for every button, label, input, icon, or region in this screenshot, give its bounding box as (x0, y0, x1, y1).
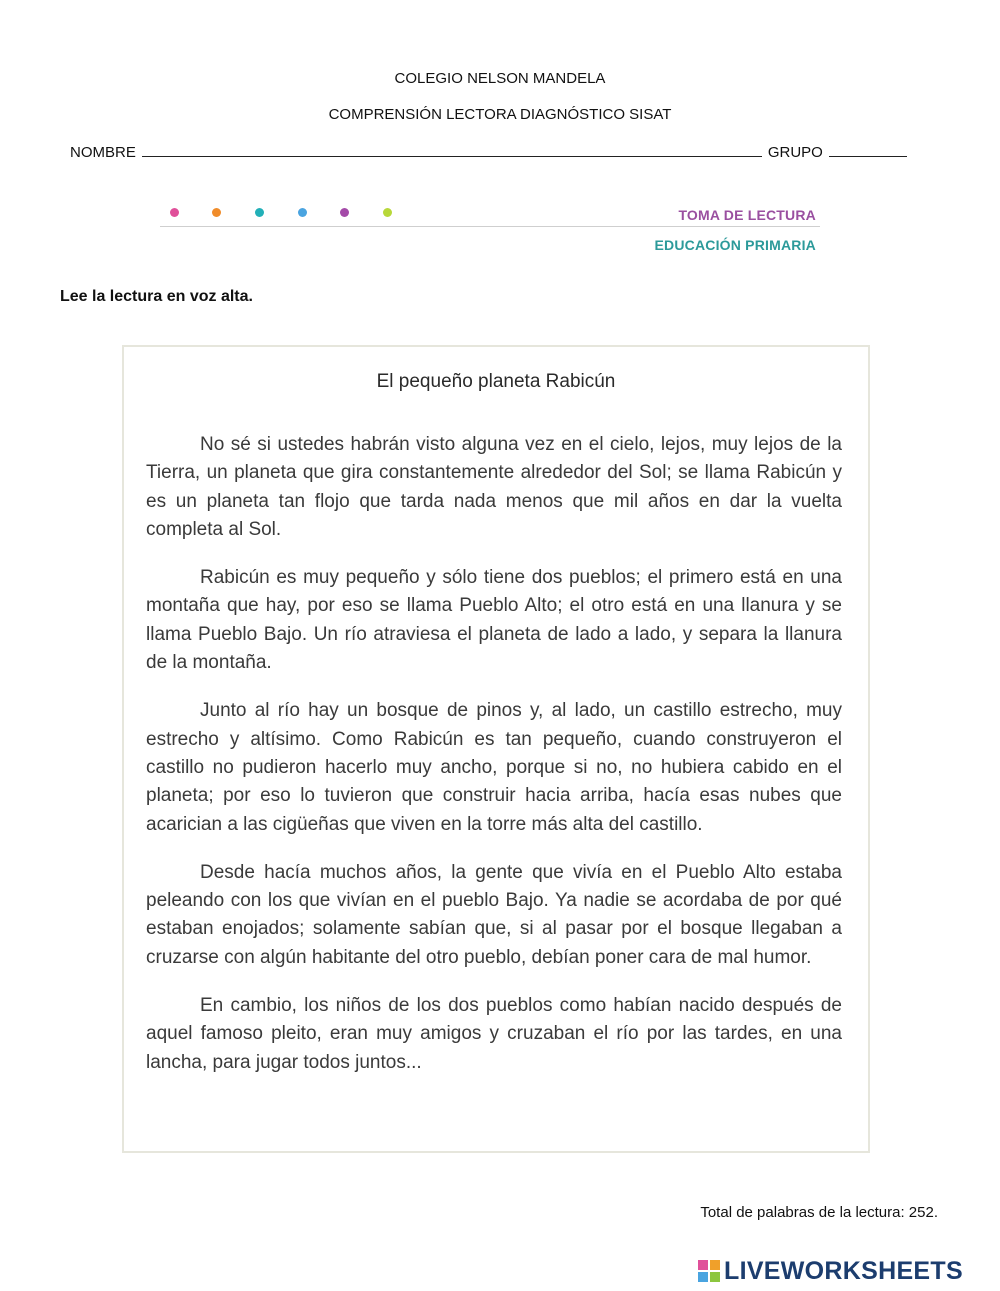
instruction-text: Lee la lectura en voz alta. (60, 288, 253, 305)
banner-divider (160, 226, 820, 227)
banner-label-bottom: EDUCACIÓN PRIMARIA (654, 237, 816, 253)
reading-banner (160, 202, 820, 262)
dot-icon (298, 208, 307, 217)
school-name: COLEGIO NELSON MANDELA (394, 70, 606, 87)
reading-body (146, 431, 842, 1097)
dot-icon (170, 208, 179, 217)
banner-label-top: TOMA DE LECTURA (678, 207, 816, 223)
dot-icon (212, 208, 221, 217)
reading-paragraph: Desde hacía muchos años, la gente que vivía en el Pueblo Alto estaba peleando con los que vivían en el pueblo Bajo. Ya nadie se acordaba de por qué estaban enojados; solamente sabían que, si al pasar por el bosque llegaban a cruzarse con algún habitante del otro pueblo, debían poner cara de mal humor. (146, 861, 842, 968)
reading-paragraph: Junto al río hay un bosque de pinos y, al lado, un castillo estrecho, muy estrecho y altísimo. Como Rabicún es tan pequeño, cuando construyeron el castillo no pudieron hacerlo muy ancho, porque si no, no hubiera cabido en el planeta; por eso lo tuvieron que construir hacia arriba, hacía esas nubes que acarician a las cigüeñas que viven en la torre más alta del castillo. (146, 700, 842, 835)
group-field[interactable] (829, 142, 907, 157)
reading-paragraph: No sé si ustedes habrán visto alguna vez en el cielo, lejos, muy lejos de la Tierra, un planeta que gira constantemente alrededor del Sol; se llama Rabicún y es un planeta tan flojo que tarda nada menos que mil años en dar la vuelta completa al Sol. (146, 434, 842, 540)
reading-title: El pequeño planeta Rabicún (376, 371, 616, 392)
name-group-row (70, 142, 930, 161)
reading-box (122, 345, 870, 1153)
reading-paragraph: En cambio, los niños de los dos pueblos como habían nacido después de aquel famoso pleito, eran muy amigos y cruzaban el río por las tardes, en una lancha, para jugar todos juntos... (146, 995, 842, 1073)
total-words: Total de palabras de la lectura: 252. (700, 1204, 938, 1221)
logo-blocks-icon (698, 1260, 720, 1282)
dot-icon (383, 208, 392, 217)
worksheet-subject: COMPRENSIÓN LECTORA DIAGNÓSTICO SISAT (328, 106, 672, 123)
group-label: GRUPO (767, 144, 823, 161)
dot-icon (255, 208, 264, 217)
reading-paragraph: Rabicún es muy pequeño y sólo tiene dos pueblos; el primero está en una montaña que hay, por eso se llama Pueblo Alto; el otro está en una llanura y se llama Pueblo Bajo. Un río atraviesa el planeta de lado a lado, y separa la llanura de la montaña. (146, 567, 842, 674)
logo-text: LIVEWORKSHEETS (724, 1257, 963, 1285)
name-field[interactable] (142, 142, 762, 157)
dot-icon (340, 208, 349, 217)
name-label: NOMBRE (70, 144, 136, 161)
